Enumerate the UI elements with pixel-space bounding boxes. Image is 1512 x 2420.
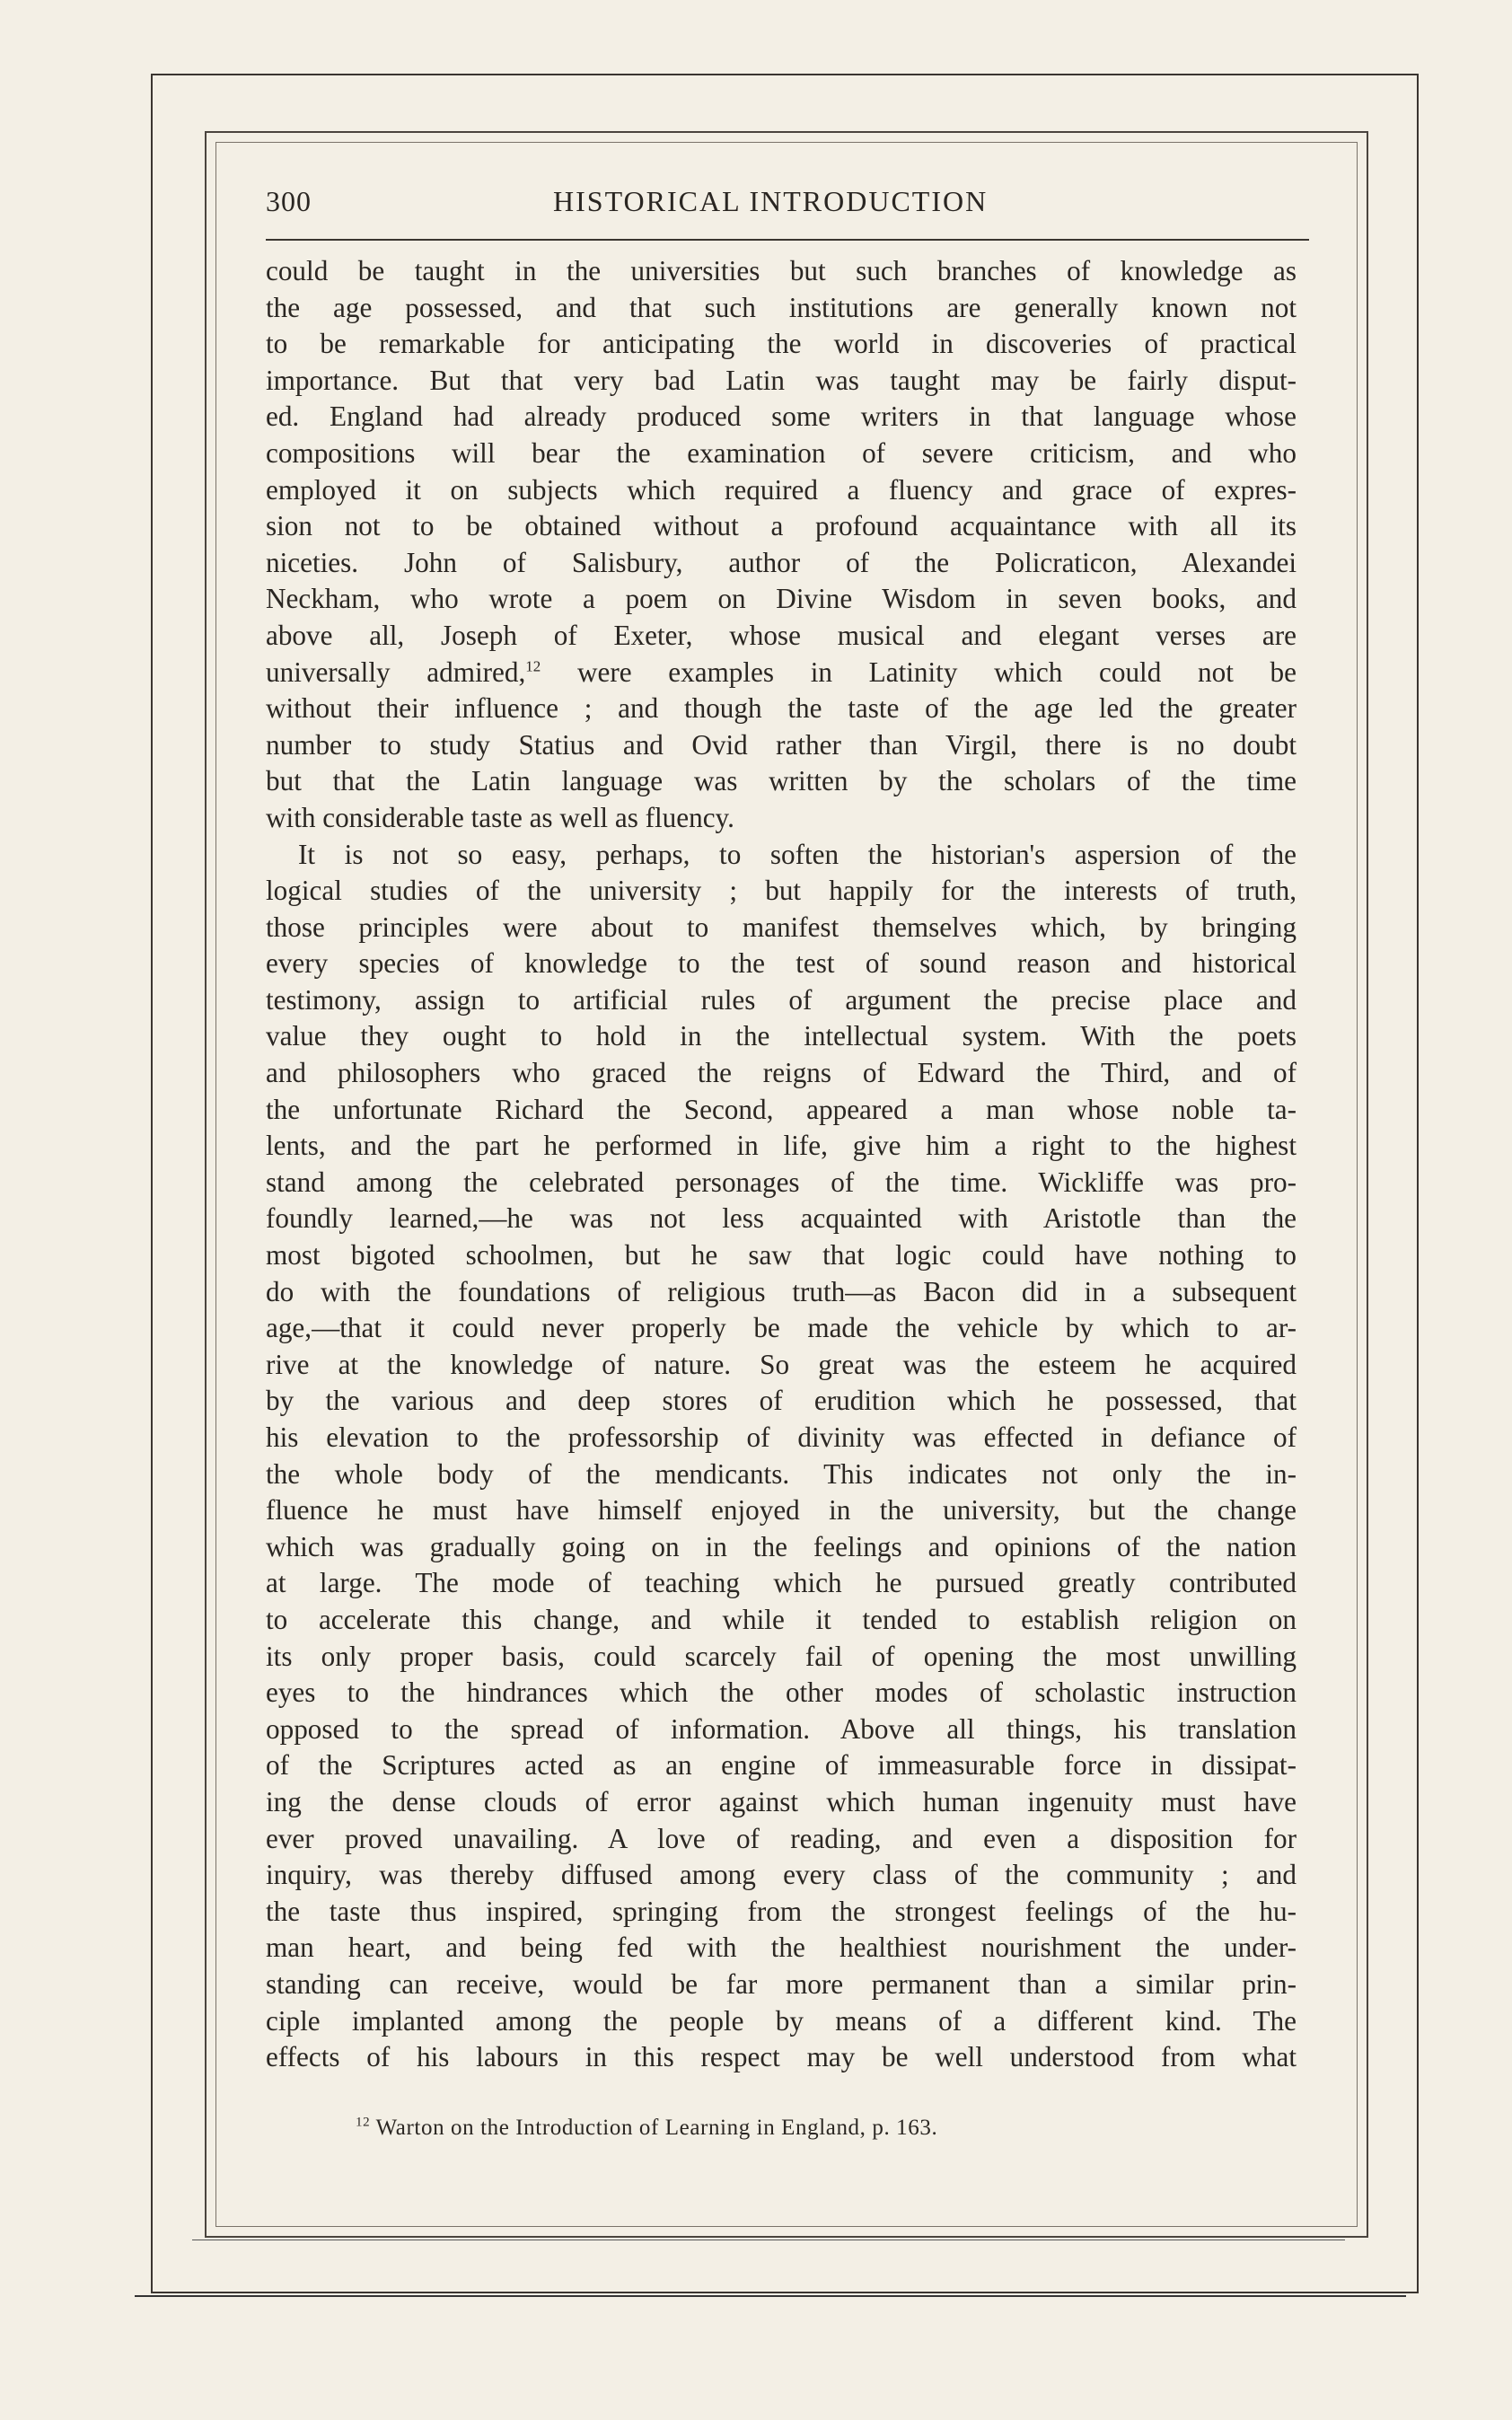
text-line: with considerable taste as well as fluency. (266, 801, 734, 833)
body-text (266, 253, 1297, 2076)
text-line-with-footnote-ref (266, 655, 1297, 691)
text-line: testimony, assign to artificial rules of argument the precise place and (266, 983, 1297, 1016)
text-line: to accelerate this change, and while it tended to establish religion on (266, 1603, 1297, 1635)
text-line: every species of knowledge to the test of sound reason and historical (266, 947, 1297, 980)
text-line: compositions will bear the examination of severe criticism, and who (266, 436, 1297, 469)
text-line: rive at the knowledge of nature. So great was the esteem he acquired (266, 1348, 1297, 1380)
text-line: niceties. John of Salisbury, author of the Policraticon, Alexandei (266, 546, 1297, 578)
footnote (356, 2116, 937, 2141)
text-line: ing the dense clouds of error against which human ingenuity must have (266, 1785, 1297, 1817)
text-line: age,—that it could never properly be made the vehicle by which to ar- (266, 1312, 1297, 1344)
text-line: the whole body of the mendicants. This indicates not only the in- (266, 1457, 1297, 1490)
text-line: Neckham, who wrote a poem on Divine Wisdom in seven books, and (266, 583, 1297, 615)
text-line: without their influence ; and though the taste of the age led the greater (266, 692, 1297, 725)
page-number: 300 (266, 185, 312, 217)
text-line: his elevation to the professorship of divinity was effected in defiance of (266, 1421, 1297, 1453)
text-line: lents, and the part he performed in life, give him a right to the highest (266, 1130, 1297, 1162)
text-line: It is not so easy, perhaps, to soften the historian's aspersion of the (298, 838, 1297, 870)
text-line: and philosophers who graced the reigns of Edward the Third, and of (266, 1057, 1297, 1089)
text-fragment: universally admired, (266, 656, 526, 688)
text-line: logical studies of the university ; but happily for the interests of truth, (266, 875, 1297, 907)
text-line: sion not to be obtained without a profound acquaintance with all its (266, 510, 1297, 542)
text-line: foundly learned,—he was not less acquainted with Aristotle than the (266, 1202, 1297, 1235)
bottom-rule-outer (135, 2295, 1406, 2297)
text-line: ciple implanted among the people by means of a different kind. The (266, 2004, 1297, 2037)
text-line: number to study Statius and Ovid rather than Virgil, there is no doubt (266, 728, 1297, 761)
text-line: stand among the celebrated personages of the time. Wickliffe was pro- (266, 1166, 1297, 1198)
text-line: could be taught in the universities but such branches of knowledge as (266, 255, 1297, 286)
text-line: its only proper basis, could scarcely fail of opening the most unwilling (266, 1640, 1297, 1672)
text-line: the age possessed, and that such institutions are generally known not (266, 291, 1297, 323)
text-line: at large. The mode of teaching which he pursued greatly contributed (266, 1567, 1297, 1599)
text-line: most bigoted schoolmen, but he saw that logic could have nothing to (266, 1239, 1297, 1272)
text-line: do with the foundations of religious truth—as Bacon did in a subsequent (266, 1275, 1297, 1307)
running-head (266, 180, 1318, 233)
footnote-marker: 12 (356, 2115, 371, 2130)
text-line: fluence he must have himself enjoyed in the university, but the change (266, 1494, 1297, 1527)
text-line: opposed to the spread of information. Above all things, his translation (266, 1712, 1297, 1745)
text-line: but that the Latin language was written by the scholars of the time (266, 765, 1297, 797)
text-line: those principles were about to manifest themselves which, by bringing (266, 911, 1297, 943)
text-line: inquiry, was thereby diffused among every class of the community ; and (266, 1859, 1297, 1891)
text-line: employed it on subjects which required a fluency and grace of expres- (266, 473, 1297, 506)
footnote-reference: 12 (525, 657, 541, 675)
text-line: importance. But that very bad Latin was taught may be fairly disput- (266, 364, 1297, 396)
text-line: ever proved unavailing. A love of reading, and even a disposition for (266, 1822, 1297, 1854)
footnote-text: Warton on the Introduction of Learning in England, p. 163. (370, 2116, 938, 2140)
text-line: by the various and deep stores of erudition which he possessed, that (266, 1385, 1297, 1417)
text-line: ed. England had already produced some writers in that language whose (266, 400, 1297, 433)
text-line: value they ought to hold in the intellectual system. With the poets (266, 1020, 1297, 1052)
text-line: effects of his labours in this respect may be well understood from what (266, 2041, 1297, 2073)
text-line: the taste thus inspired, springing from the strongest feelings of the hu- (266, 1895, 1297, 1927)
text-fragment: were examples in Latinity which could not be (541, 656, 1297, 688)
text-line: to be remarkable for anticipating the world in discoveries of practical (266, 328, 1297, 360)
text-line: which was gradually going on in the feelings and opinions of the nation (266, 1530, 1297, 1562)
text-line: standing can receive, would be far more permanent than a similar prin- (266, 1967, 1297, 2000)
text-line: above all, Joseph of Exeter, whose musical and elegant verses are (266, 619, 1297, 651)
header-rule (266, 239, 1309, 241)
text-line: of the Scriptures acted as an engine of immeasurable force in dissipat- (266, 1749, 1297, 1782)
text-line: the unfortunate Richard the Second, appeared a man whose noble ta- (266, 1093, 1297, 1125)
text-line: eyes to the hindrances which the other modes of scholastic instruction (266, 1676, 1297, 1709)
running-title: HISTORICAL INTRODUCTION (553, 185, 989, 217)
text-line: man heart, and being fed with the healthiest nourishment the under- (266, 1932, 1297, 1964)
